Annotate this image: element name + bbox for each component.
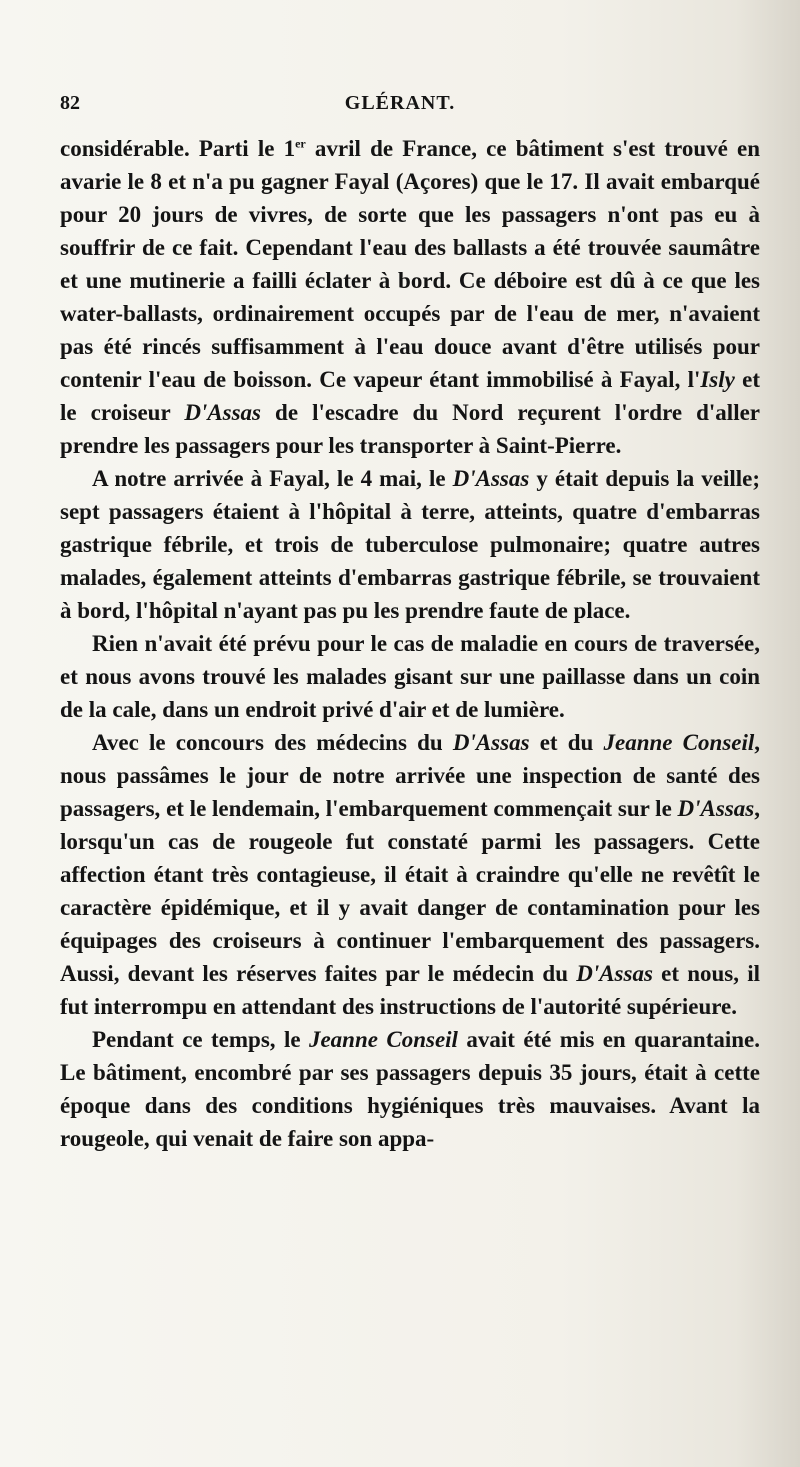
italic-text: D'Assas bbox=[677, 796, 755, 821]
text-run: avait été mis en quarantaine. Le bâtiment, encombré par ses passagers depuis 35 jours, était à cette époque dans des conditions hygiéniques très mauvaises. Avant la rougeole, qui venait de faire son appa- bbox=[60, 1027, 761, 1151]
text-run: avril de France, ce bâtiment s'est trouvé en avarie le 8 et n'a pu gagner Fayal (Açores) que le 17. Il avait embarqué pour 20 jours de vivres, de sorte que les passagers n'ont pas eu à souffrir de ce fait. Cependant l'eau des ballasts a été trouvée saumâtre et une mutinerie a failli éclater à bord. Ce déboire est dû à ce que les water-ballasts, ordinairement occupés par de l'eau de mer, n'avaient pas été rincés suffisamment à l'eau douce avant d'être utilisés pour contenir l'eau de boisson. Ce vapeur étant immobilisé à Fayal, l' bbox=[60, 136, 760, 392]
italic-text: D'Assas bbox=[452, 730, 530, 755]
paragraph bbox=[60, 132, 760, 462]
italic-text: Jeanne Conseil bbox=[308, 1027, 458, 1052]
text-run: y était depuis la veille; sept passagers étaient à l'hôpital à terre, atteints, quatre d'embarras gastrique fébrile, et trois de tuberculose pulmonaire; quatre autres malades, également atteints d'embarras gastrique fébrile, se trouvaient à bord, l'hôpital n'ayant pas pu les prendre faute de place. bbox=[60, 466, 761, 623]
text-run: Pendant ce temps, le bbox=[92, 1027, 309, 1052]
body-text bbox=[60, 132, 760, 1155]
text-run: A notre arrivée à Fayal, le 4 mai, le bbox=[92, 466, 453, 491]
italic-text: D'Assas bbox=[576, 961, 653, 986]
paragraph bbox=[60, 726, 760, 1023]
paragraph bbox=[60, 1023, 760, 1155]
text-run: et du bbox=[529, 730, 604, 755]
text-run: de l'escadre du Nord reçurent l'ordre d'aller prendre les passagers pour les transporter à Saint-Pierre. bbox=[60, 400, 761, 458]
running-title: GLÉRANT. bbox=[344, 92, 456, 114]
text-run: , lorsqu'un cas de rougeole fut constaté parmi les passagers. Cette affection étant très contagieuse, il était à craindre qu'elle ne revêtît le caractère épidémique, et il y avait danger de contamination pour les équipages des croiseurs à continuer l'embarquement des passagers. Aussi, devant les réserves faites par le médecin du bbox=[60, 796, 760, 986]
page-header bbox=[60, 92, 740, 122]
page-number: 82 bbox=[60, 92, 80, 114]
text-run: considérable. Parti le 1 bbox=[60, 136, 296, 161]
text-run: et nous, il fut interrompu en attendant des instructions de l'autorité supérieure. bbox=[60, 961, 760, 1019]
paragraph bbox=[60, 627, 760, 726]
superscript: er bbox=[295, 136, 306, 151]
italic-text: Isly bbox=[700, 367, 735, 392]
italic-text: D'Assas bbox=[452, 466, 530, 491]
text-run: Rien n'avait été prévu pour le cas de maladie en cours de traversée, et nous avons trouvé les malades gisant sur une paillasse dans un coin de la cale, dans un endroit privé d'air et de lumière. bbox=[60, 631, 760, 722]
paragraph bbox=[60, 462, 760, 627]
text-run: et le croiseur bbox=[60, 367, 760, 425]
text-run: , nous passâmes le jour de notre arrivée une inspection de santé des passagers, et le lendemain, l'embarquement commençait sur le bbox=[60, 730, 761, 821]
italic-text: D'Assas bbox=[184, 400, 262, 425]
text-run: Avec le concours des médecins du bbox=[92, 730, 453, 755]
italic-text: Jeanne Conseil bbox=[603, 730, 755, 755]
